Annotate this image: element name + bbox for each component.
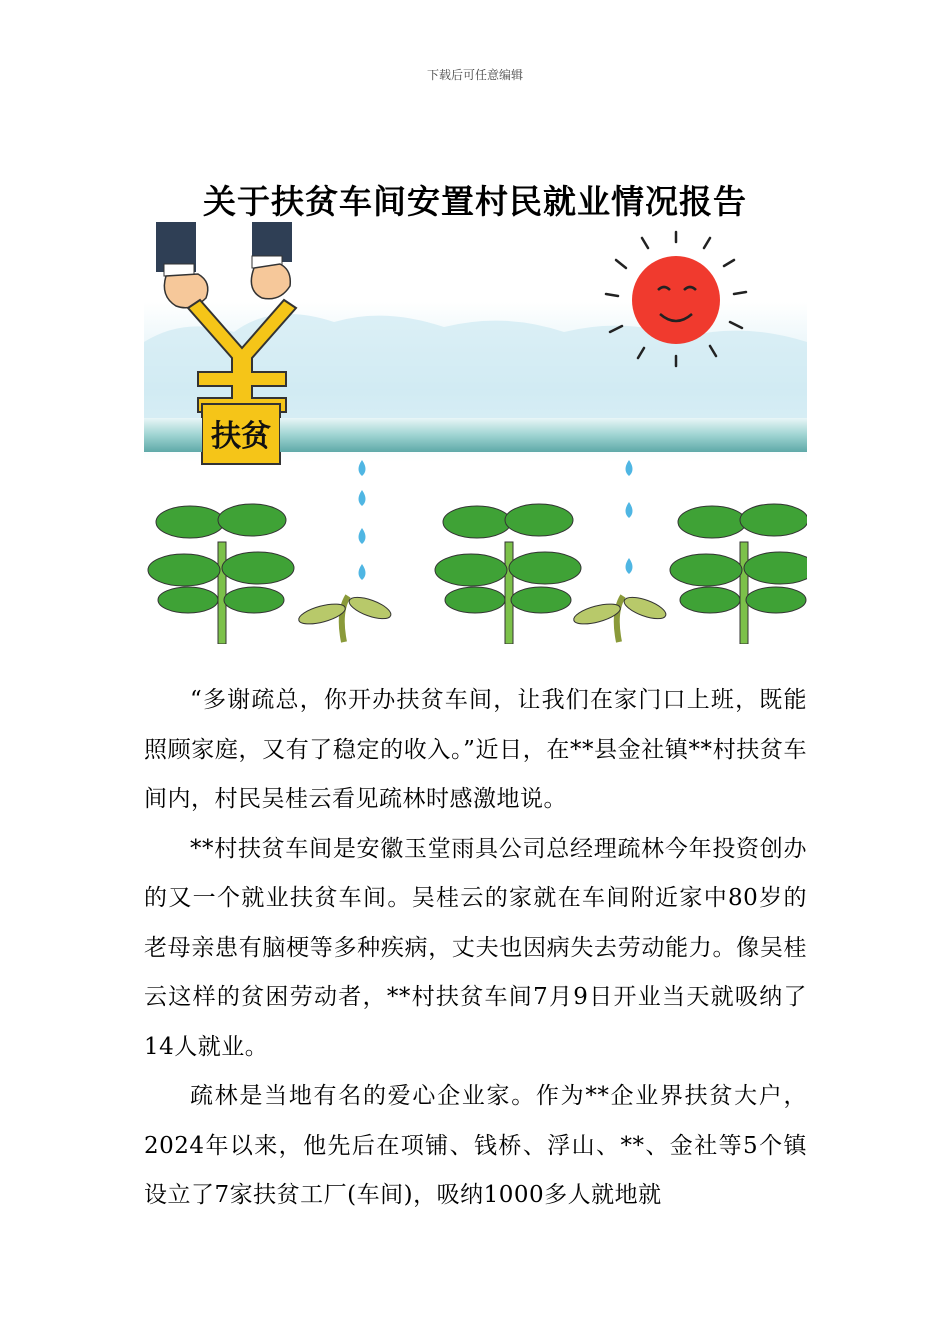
header-note: 下载后可任意编辑 [426, 68, 523, 82]
hands-icon [156, 222, 292, 308]
document-body [144, 676, 807, 1221]
document-title: 关于扶贫车间安置村民就业情况报告 [203, 182, 747, 221]
healthy-plant-icon [148, 504, 294, 644]
paragraph: “多谢疏总，你开办扶贫车间，让我们在家门口上班，既能照顾家庭，又有了稳定的收入。”近日，在**县金社镇**村扶贫车间内，村民吴桂云看见疏林时感激地说。 [144, 687, 807, 812]
paragraph: 疏林是当地有名的爱心企业家。作为**企业界扶贫大户，2024年以来，他先后在项铺、钱桥、浮山、**、金社等5个镇设立了7家扶贫工厂(车间)，吸纳1000多人就地就 [144, 1083, 807, 1208]
healthy-plant-icon [435, 504, 581, 644]
wilted-sprout-icon [572, 593, 669, 642]
valve-label: 扶贫 [211, 419, 271, 454]
poverty-alleviation-illustration [144, 222, 807, 644]
wilted-sprout-icon [297, 593, 394, 642]
paragraph: **村扶贫车间是安徽玉堂雨具公司总经理疏林今年投资创办的又一个就业扶贫车间。吴桂云的家就在车间附近家中80岁的老母亲患有脑梗等多种疾病，丈夫也因病失去劳动能力。像吴桂云这样的贫困劳动者，**村扶贫车间7月9日开业当天就吸纳了14人就业。 [144, 835, 807, 1060]
healthy-plant-icon [670, 504, 807, 644]
